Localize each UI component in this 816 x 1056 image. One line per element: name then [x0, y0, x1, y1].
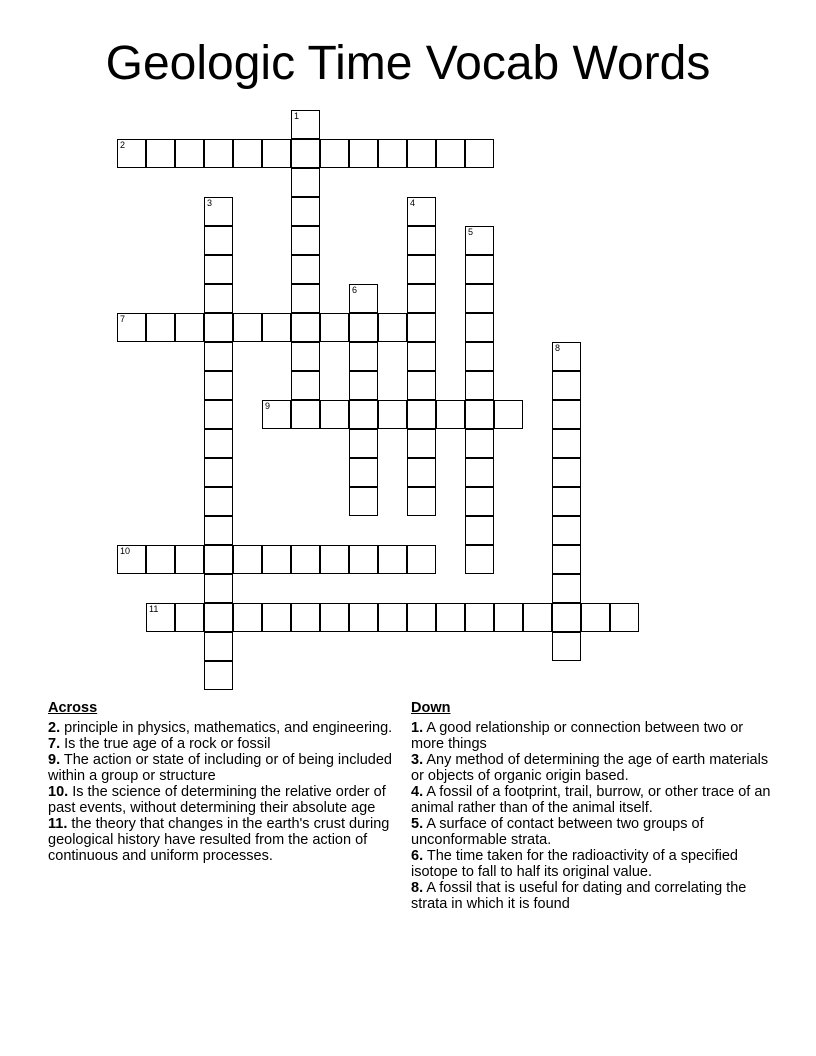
clue-number: 10 — [120, 546, 131, 556]
grid-cell[interactable] — [465, 458, 494, 487]
grid-cell[interactable] — [204, 487, 233, 516]
grid-cell[interactable] — [349, 139, 378, 168]
grid-cell[interactable] — [407, 603, 436, 632]
grid-cell[interactable] — [204, 313, 233, 342]
grid-cell[interactable] — [291, 342, 320, 371]
grid-cell[interactable] — [378, 400, 407, 429]
grid-cell[interactable] — [175, 139, 204, 168]
grid-cell[interactable] — [349, 487, 378, 516]
grid-cell[interactable] — [146, 313, 175, 342]
grid-cell[interactable] — [552, 458, 581, 487]
across-heading: Across — [48, 700, 98, 716]
clue-number: 11 — [149, 604, 159, 614]
clue-number: 5 — [468, 227, 474, 237]
grid-cell[interactable] — [146, 603, 175, 632]
grid-cell[interactable] — [204, 661, 233, 690]
grid-cell[interactable] — [523, 603, 552, 632]
grid-cell[interactable] — [291, 197, 320, 226]
across-clue: 10. Is the science of determining the relative order of past events, without determining their absolute age — [48, 784, 386, 816]
grid-cell[interactable] — [552, 632, 581, 661]
clue-number: 9 — [265, 401, 271, 411]
grid-cell[interactable] — [204, 429, 233, 458]
grid-cell[interactable] — [465, 545, 494, 574]
grid-cell[interactable] — [204, 284, 233, 313]
grid-cell[interactable] — [175, 545, 204, 574]
grid-cell[interactable] — [262, 139, 291, 168]
grid-cell[interactable] — [349, 371, 378, 400]
grid-cell[interactable] — [204, 603, 233, 632]
grid-cell[interactable] — [349, 400, 378, 429]
grid-cell[interactable] — [552, 574, 581, 603]
grid-cell[interactable] — [291, 110, 320, 139]
grid-cell[interactable] — [291, 284, 320, 313]
grid-cell[interactable] — [320, 313, 349, 342]
grid-cell[interactable] — [494, 603, 523, 632]
grid-cell[interactable] — [204, 516, 233, 545]
grid-cell[interactable] — [204, 545, 233, 574]
grid-cell[interactable] — [465, 603, 494, 632]
grid-cell[interactable] — [465, 342, 494, 371]
grid-cell[interactable] — [204, 342, 233, 371]
grid-cell[interactable] — [349, 342, 378, 371]
clue-number: 1 — [294, 111, 300, 121]
clue-number: 4 — [410, 198, 416, 208]
grid-cell[interactable] — [349, 545, 378, 574]
grid-cell[interactable] — [465, 226, 494, 255]
grid-cell[interactable] — [407, 400, 436, 429]
grid-cell[interactable] — [204, 139, 233, 168]
grid-cell[interactable] — [349, 603, 378, 632]
clue-number: 8 — [555, 343, 561, 353]
grid-cell[interactable] — [291, 139, 320, 168]
clue-number: 3 — [207, 198, 213, 208]
grid-cell[interactable] — [552, 487, 581, 516]
across-clue: 7. Is the true age of a rock or fossil — [48, 736, 271, 752]
grid-cell[interactable] — [204, 574, 233, 603]
grid-cell[interactable] — [204, 226, 233, 255]
grid-cell[interactable] — [407, 458, 436, 487]
grid-cell[interactable] — [581, 603, 610, 632]
grid-cell[interactable] — [407, 226, 436, 255]
grid-cell[interactable] — [378, 313, 407, 342]
grid-cell[interactable] — [552, 603, 581, 632]
grid-cell[interactable] — [436, 603, 465, 632]
grid-cell[interactable] — [552, 371, 581, 400]
grid-cell[interactable] — [146, 545, 175, 574]
grid-cell[interactable] — [291, 168, 320, 197]
grid-cell[interactable] — [233, 139, 262, 168]
grid-cell[interactable] — [349, 313, 378, 342]
grid-cell[interactable] — [552, 545, 581, 574]
grid-cell[interactable] — [465, 429, 494, 458]
grid-cell[interactable] — [320, 139, 349, 168]
grid-cell[interactable] — [117, 313, 146, 342]
across-clue: 9. The action or state of including or of being included within a group or structure — [48, 752, 392, 784]
grid-cell[interactable] — [407, 487, 436, 516]
grid-cell[interactable] — [465, 313, 494, 342]
grid-cell[interactable] — [378, 603, 407, 632]
grid-cell[interactable] — [204, 371, 233, 400]
across-clue: 11. the theory that changes in the earth's crust during geological history have resulted from the action of continuous and uniform processes. — [48, 816, 390, 864]
grid-cell[interactable] — [465, 284, 494, 313]
grid-cell[interactable] — [407, 197, 436, 226]
grid-cell[interactable] — [552, 429, 581, 458]
clue-number: 2 — [120, 140, 126, 150]
grid-cell[interactable] — [349, 458, 378, 487]
page-title: Geologic Time Vocab Words — [105, 37, 711, 90]
grid-cell[interactable] — [407, 545, 436, 574]
grid-cell[interactable] — [262, 400, 291, 429]
grid-cell[interactable] — [610, 603, 639, 632]
grid-cell[interactable] — [552, 400, 581, 429]
grid-cell[interactable] — [117, 545, 146, 574]
grid-cell[interactable] — [262, 545, 291, 574]
grid-cell[interactable] — [552, 516, 581, 545]
grid-cell[interactable] — [407, 284, 436, 313]
down-clues — [411, 700, 771, 912]
grid-cell[interactable] — [291, 255, 320, 284]
grid-cell[interactable] — [465, 139, 494, 168]
grid-cell[interactable] — [291, 313, 320, 342]
grid-cell[interactable] — [465, 516, 494, 545]
grid-cell[interactable] — [407, 371, 436, 400]
grid-cell[interactable] — [465, 400, 494, 429]
grid-cell[interactable] — [204, 197, 233, 226]
down-clue: 1. A good relationship or connection between two or more things — [411, 720, 744, 752]
grid-cell[interactable] — [465, 371, 494, 400]
grid-cell[interactable] — [349, 429, 378, 458]
clue-number: 6 — [352, 285, 358, 295]
down-clue: 4. A fossil of a footprint, trail, burrow, or other trace of an animal rather than of the animal itself. — [411, 784, 771, 816]
grid-cell[interactable] — [378, 545, 407, 574]
grid-cell[interactable] — [291, 226, 320, 255]
grid-cell[interactable] — [349, 284, 378, 313]
grid-cell[interactable] — [436, 139, 465, 168]
grid-cell[interactable] — [291, 400, 320, 429]
grid-cell[interactable] — [407, 139, 436, 168]
grid-cell[interactable] — [320, 603, 349, 632]
grid-cell[interactable] — [494, 400, 523, 429]
grid-cell[interactable] — [204, 400, 233, 429]
grid-cell[interactable] — [407, 313, 436, 342]
grid-cell[interactable] — [407, 342, 436, 371]
grid-cell[interactable] — [320, 545, 349, 574]
across-clue: 2. principle in physics, mathematics, and engineering. — [48, 720, 393, 736]
grid-cell[interactable] — [407, 255, 436, 284]
grid-cell[interactable] — [552, 342, 581, 371]
grid-cell[interactable] — [378, 139, 407, 168]
clue-number: 7 — [120, 314, 126, 324]
down-clue: 3. Any method of determining the age of earth materials or objects of organic origin based. — [411, 752, 769, 784]
down-clue: 8. A fossil that is useful for dating and correlating the strata in which it is found — [411, 880, 747, 912]
grid-cell[interactable] — [175, 313, 204, 342]
grid-cell[interactable] — [291, 371, 320, 400]
grid-cell[interactable] — [436, 400, 465, 429]
grid-cell[interactable] — [407, 429, 436, 458]
down-heading: Down — [411, 700, 451, 716]
across-clues — [48, 700, 393, 864]
grid-cell[interactable] — [204, 632, 233, 661]
grid-cell[interactable] — [262, 313, 291, 342]
grid-cell[interactable] — [175, 603, 204, 632]
grid-cell[interactable] — [117, 139, 146, 168]
grid-cell[interactable] — [204, 458, 233, 487]
grid-cell[interactable] — [262, 603, 291, 632]
grid-cell[interactable] — [465, 255, 494, 284]
grid-cell[interactable] — [291, 603, 320, 632]
grid-cell[interactable] — [291, 545, 320, 574]
grid-cell[interactable] — [233, 545, 262, 574]
down-clue: 6. The time taken for the radioactivity of a specified isotope to fall to half its original value. — [411, 848, 738, 880]
grid-cell[interactable] — [233, 603, 262, 632]
grid-cell[interactable] — [233, 313, 262, 342]
grid-cell[interactable] — [320, 400, 349, 429]
down-clue: 5. A surface of contact between two groups of unconformable strata. — [411, 816, 704, 848]
grid-cell[interactable] — [465, 487, 494, 516]
grid-cell[interactable] — [204, 255, 233, 284]
grid-cell[interactable] — [146, 139, 175, 168]
